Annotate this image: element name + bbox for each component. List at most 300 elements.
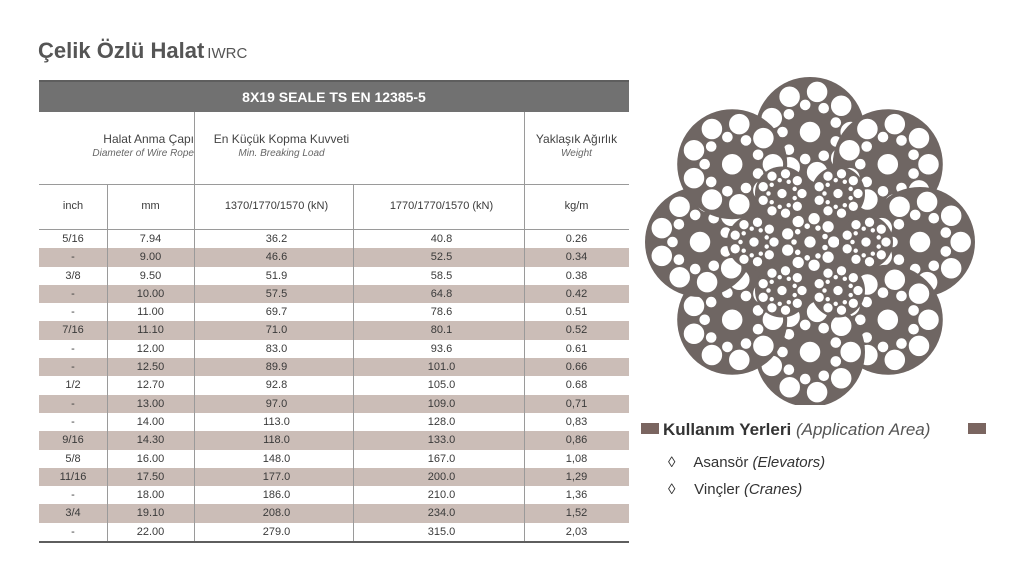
column-divider <box>353 340 354 358</box>
wire <box>764 249 775 260</box>
wire <box>728 113 750 135</box>
wire <box>799 373 811 385</box>
table-cell: 69.7 <box>265 306 288 319</box>
table-cell: - <box>71 415 75 428</box>
table-cell: 128.0 <box>427 415 456 428</box>
wire <box>758 227 764 233</box>
wire <box>792 175 803 186</box>
table-cell: 186.0 <box>262 489 291 502</box>
wire <box>814 225 821 232</box>
table-cell: 7/16 <box>62 324 84 337</box>
table-cell: 200.0 <box>427 470 456 483</box>
table-cell: 3/8 <box>65 269 81 282</box>
wire <box>721 185 733 197</box>
column-divider <box>194 340 195 358</box>
table-cell: 12.00 <box>136 342 165 355</box>
column-divider <box>194 450 195 468</box>
wire <box>730 230 741 241</box>
wire <box>752 335 774 357</box>
wire <box>701 118 723 140</box>
table-cell: 58.5 <box>430 269 453 282</box>
diamond-bullet-icon: ◊ <box>668 454 676 471</box>
wire <box>799 153 811 165</box>
table-cell: 109.0 <box>427 397 456 410</box>
application-item-en: (Elevators) <box>752 454 826 471</box>
table-cell: 12.70 <box>136 379 165 392</box>
column-divider <box>353 450 354 468</box>
load-header-en: Min. Breaking Load <box>238 148 325 159</box>
column-divider <box>353 395 354 413</box>
column-divider <box>107 230 108 248</box>
table-row <box>39 267 629 285</box>
wire <box>792 186 798 192</box>
column-divider <box>194 303 195 321</box>
wire <box>721 153 743 175</box>
column-divider <box>353 358 354 376</box>
table-cell: 78.6 <box>430 306 453 319</box>
wire <box>818 102 830 114</box>
wire <box>895 338 907 350</box>
column-divider <box>524 468 525 486</box>
table-row <box>39 486 629 504</box>
column-divider <box>524 267 525 285</box>
wire <box>689 231 711 253</box>
wire <box>781 228 794 241</box>
wire <box>783 108 795 120</box>
table-cell: 93.6 <box>430 342 453 355</box>
wire <box>856 118 878 140</box>
diameter-header-tr: Halat Anma Çapı <box>103 132 194 146</box>
wire <box>895 290 907 302</box>
column-divider <box>524 230 525 248</box>
wire <box>908 323 920 335</box>
table-cell: 279.0 <box>262 525 291 538</box>
wire-rope-cross-section-image <box>640 75 980 405</box>
column-divider <box>107 285 108 303</box>
wire <box>779 376 801 398</box>
wire <box>833 285 844 296</box>
column-divider <box>353 413 354 431</box>
column-divider <box>107 267 108 285</box>
table-cell: - <box>71 525 75 538</box>
table-cell: - <box>71 342 75 355</box>
wire <box>814 278 825 289</box>
table-cell: 210.0 <box>427 489 456 502</box>
table-cell: 0,86 <box>565 434 588 447</box>
table-row <box>39 413 629 431</box>
column-divider <box>353 321 354 339</box>
wire <box>804 236 817 249</box>
column-divider <box>107 358 108 376</box>
table-cell: 105.0 <box>427 379 456 392</box>
table-cell: 177.0 <box>262 470 291 483</box>
wire <box>864 217 875 228</box>
table-cell: 5/16 <box>62 233 84 245</box>
column-divider <box>353 486 354 504</box>
table-cell: 17.50 <box>136 470 165 483</box>
wire <box>918 153 940 175</box>
wire <box>909 231 931 253</box>
table-cell: 234.0 <box>427 507 456 520</box>
wire <box>839 139 861 161</box>
wire <box>752 323 764 335</box>
wire <box>822 220 835 233</box>
wire <box>777 188 788 199</box>
table-cell: 208.0 <box>262 507 291 520</box>
wire <box>705 331 717 343</box>
table-row <box>39 395 629 413</box>
column-divider <box>194 230 195 248</box>
table-cell: - <box>71 287 75 300</box>
table-cell: 0,83 <box>565 415 588 428</box>
column-divider <box>524 431 525 449</box>
application-item-tr: Vinçler <box>694 481 740 498</box>
table-row <box>39 376 629 394</box>
wire <box>701 189 723 211</box>
wire <box>818 150 830 162</box>
wire <box>758 181 769 192</box>
table-cell: 148.0 <box>262 452 291 465</box>
table-cell: 22.00 <box>136 525 165 538</box>
wire <box>783 364 795 376</box>
table-cell: 19.10 <box>136 507 165 520</box>
wire <box>853 230 859 236</box>
table-cell: 89.9 <box>265 361 288 374</box>
column-divider <box>107 376 108 394</box>
table-cell: 0.61 <box>565 342 588 355</box>
wire <box>741 230 747 236</box>
table-cell: 11.10 <box>137 324 164 337</box>
wire <box>818 370 830 382</box>
wire <box>705 296 717 308</box>
wire <box>851 219 862 230</box>
table-cell: 11.00 <box>137 306 164 319</box>
table-cell: 51.9 <box>265 269 288 282</box>
column-divider <box>194 468 195 486</box>
wire <box>792 298 803 309</box>
wire <box>786 276 792 282</box>
wire <box>721 309 743 331</box>
wire <box>908 283 930 305</box>
table-cell: 1/2 <box>65 379 81 392</box>
wire <box>669 196 691 218</box>
table-row <box>39 285 629 303</box>
column-divider <box>194 523 195 541</box>
table-cell: 0.51 <box>565 306 588 319</box>
wire <box>830 95 852 117</box>
table-cell: - <box>71 251 75 264</box>
table-cell: 92.8 <box>265 379 288 392</box>
table-band-title: 8X19 SEALE TS EN 12385-5 <box>39 80 629 112</box>
column-divider <box>353 303 354 321</box>
column-divider <box>194 285 195 303</box>
wire <box>780 265 791 276</box>
table-cell: 11/16 <box>59 470 87 483</box>
wire <box>916 191 938 213</box>
table-cell: 1,08 <box>565 452 588 465</box>
wire <box>741 248 747 254</box>
table-cell: 7.94 <box>139 233 162 245</box>
column-divider <box>353 267 354 285</box>
column-divider <box>194 486 195 504</box>
column-divider <box>194 358 195 376</box>
wire <box>721 341 733 353</box>
wire <box>739 219 750 230</box>
table-row <box>39 358 629 376</box>
unit-weight: kg/m <box>564 200 589 212</box>
wire <box>779 86 801 108</box>
table-cell: 0.38 <box>565 269 588 282</box>
table-cell: 9/16 <box>62 434 84 447</box>
wire <box>777 285 788 296</box>
wire <box>792 283 798 289</box>
wire <box>673 254 685 266</box>
application-item-en: (Cranes) <box>743 481 803 498</box>
wire <box>876 234 882 240</box>
wire <box>940 205 962 227</box>
column-divider <box>194 504 195 522</box>
table-cell: 16.00 <box>136 452 165 465</box>
wire <box>651 245 673 267</box>
wire <box>851 254 862 265</box>
wire <box>767 171 778 182</box>
units-row <box>39 185 629 230</box>
wire <box>848 175 859 186</box>
wire <box>799 121 821 143</box>
column-divider <box>194 413 195 431</box>
wire <box>870 227 876 233</box>
table-row <box>39 248 629 266</box>
wire <box>840 341 862 363</box>
table-cell: 0.66 <box>565 361 588 374</box>
column-divider <box>353 230 354 248</box>
column-divider <box>353 185 354 229</box>
wire <box>823 205 834 216</box>
column-divider <box>524 358 525 376</box>
column-divider <box>107 468 108 486</box>
load-header-tr: En Küçük Kopma Kuvveti <box>213 132 350 146</box>
table-cell: 5/8 <box>65 452 81 465</box>
table-cell: 9.00 <box>139 251 162 264</box>
wire <box>740 290 752 302</box>
wire <box>792 201 803 212</box>
table-row <box>39 431 629 449</box>
wire <box>861 140 873 152</box>
application-item-cranes <box>668 481 802 498</box>
wire <box>752 149 764 161</box>
wire <box>792 272 803 283</box>
table-cell: 40.8 <box>430 233 453 245</box>
wire <box>940 257 962 279</box>
wire <box>823 268 834 279</box>
table-bottom-rule <box>39 541 629 543</box>
column-divider <box>107 340 108 358</box>
weight-header-en: Weight <box>561 148 592 159</box>
wire <box>764 234 770 240</box>
table-cell: 0.68 <box>565 379 588 392</box>
table-cell: 97.0 <box>265 397 288 410</box>
wire <box>908 149 920 161</box>
wire <box>848 298 859 309</box>
wire <box>705 140 717 152</box>
wire <box>876 249 887 260</box>
wire <box>884 113 906 135</box>
column-divider <box>194 248 195 266</box>
table-cell: 83.0 <box>265 342 288 355</box>
table-cell: 1,36 <box>565 489 588 502</box>
wire <box>683 323 705 345</box>
wire <box>908 335 930 357</box>
table-cell: - <box>71 361 75 374</box>
table-row <box>39 523 629 541</box>
application-heading-en: (Application Area) <box>795 420 931 439</box>
wire <box>830 367 852 389</box>
unit-load-2: 1770/1770/1570 (kN) <box>389 200 494 212</box>
title-suffix: IWRC <box>207 45 248 62</box>
column-divider <box>107 248 108 266</box>
table-cell: 2,03 <box>565 525 588 538</box>
wire <box>877 185 889 197</box>
table-row <box>39 468 629 486</box>
title-main: Çelik Özlü Halat <box>38 38 205 63</box>
wire <box>767 205 778 216</box>
wire <box>705 176 717 188</box>
table-cell: 13.00 <box>136 397 165 410</box>
table-cell: 14.00 <box>136 415 165 428</box>
column-divider <box>353 431 354 449</box>
wire <box>833 188 844 199</box>
table-cell: 14.30 <box>136 434 165 447</box>
wire <box>861 237 872 248</box>
table-cell: 167.0 <box>427 452 456 465</box>
column-divider <box>107 321 108 339</box>
column-divider <box>353 504 354 522</box>
table-cell: 133.0 <box>427 434 456 447</box>
column-divider <box>524 321 525 339</box>
wire <box>836 168 847 179</box>
wire <box>842 230 853 241</box>
table-cell: 0,71 <box>565 397 588 410</box>
column-divider <box>524 340 525 358</box>
column-divider <box>353 248 354 266</box>
table-cell: - <box>71 397 75 410</box>
wire <box>877 341 889 353</box>
table-row <box>39 504 629 522</box>
wire <box>806 81 828 103</box>
table-cell: 0.52 <box>565 324 588 337</box>
column-divider <box>524 523 525 541</box>
table-row <box>39 303 629 321</box>
wire <box>708 260 720 272</box>
table-cell: 113.0 <box>263 415 290 428</box>
table-cell: 10.00 <box>136 287 165 300</box>
application-heading-text <box>663 420 930 440</box>
column-divider <box>107 395 108 413</box>
table-body <box>39 230 629 541</box>
wire <box>701 344 723 366</box>
table-cell: 9.50 <box>139 269 162 282</box>
column-divider <box>194 321 195 339</box>
wire <box>889 196 911 218</box>
wire <box>830 315 852 337</box>
table-row <box>39 450 629 468</box>
column-divider <box>524 303 525 321</box>
page-title <box>38 38 247 64</box>
wire <box>827 236 840 249</box>
wire <box>877 309 899 331</box>
table-cell: 101.0 <box>427 361 456 374</box>
wire <box>893 254 905 266</box>
wire <box>830 355 842 367</box>
column-divider <box>107 450 108 468</box>
unit-inch: inch <box>62 200 84 212</box>
wire <box>769 296 775 302</box>
wire <box>821 233 828 240</box>
wire <box>740 182 752 194</box>
wire <box>848 283 854 289</box>
wire <box>823 171 834 182</box>
wire <box>769 182 775 188</box>
wire <box>794 228 801 235</box>
column-divider <box>194 395 195 413</box>
wire <box>749 237 760 248</box>
column-divider <box>107 431 108 449</box>
wire <box>940 245 952 257</box>
wire <box>767 268 778 279</box>
wire <box>769 279 775 285</box>
column-divider <box>107 523 108 541</box>
column-divider <box>353 468 354 486</box>
table-cell: 46.6 <box>265 251 288 264</box>
column-divider <box>107 413 108 431</box>
wire <box>786 179 792 185</box>
wire <box>895 134 907 146</box>
table-cell: 64.8 <box>430 287 453 300</box>
wire <box>928 212 940 224</box>
table-cell: 3/4 <box>65 507 81 520</box>
column-divider <box>107 504 108 522</box>
wire <box>752 217 763 228</box>
table-header <box>39 112 629 185</box>
wire <box>818 322 830 334</box>
wire <box>767 302 778 313</box>
table-cell: 0.42 <box>565 287 588 300</box>
wire <box>876 224 887 235</box>
wire <box>918 309 940 331</box>
table-row <box>39 340 629 358</box>
wire <box>825 199 831 205</box>
heading-bar-left <box>641 423 659 434</box>
column-divider <box>524 248 525 266</box>
wire <box>758 278 769 289</box>
diameter-header-en: Diameter of Wire Rope <box>92 148 194 159</box>
spec-table <box>39 80 629 543</box>
wire <box>830 337 842 349</box>
table-cell: 57.5 <box>265 287 288 300</box>
wire <box>808 212 821 225</box>
column-divider <box>107 303 108 321</box>
wire <box>842 276 848 282</box>
column-divider <box>194 376 195 394</box>
wire <box>940 227 952 239</box>
wire <box>853 248 859 254</box>
table-cell: 315.0 <box>427 525 456 538</box>
wire <box>825 182 831 188</box>
column-divider <box>524 450 525 468</box>
column-divider <box>524 413 525 431</box>
wire <box>814 181 825 192</box>
table-cell: - <box>71 489 75 502</box>
